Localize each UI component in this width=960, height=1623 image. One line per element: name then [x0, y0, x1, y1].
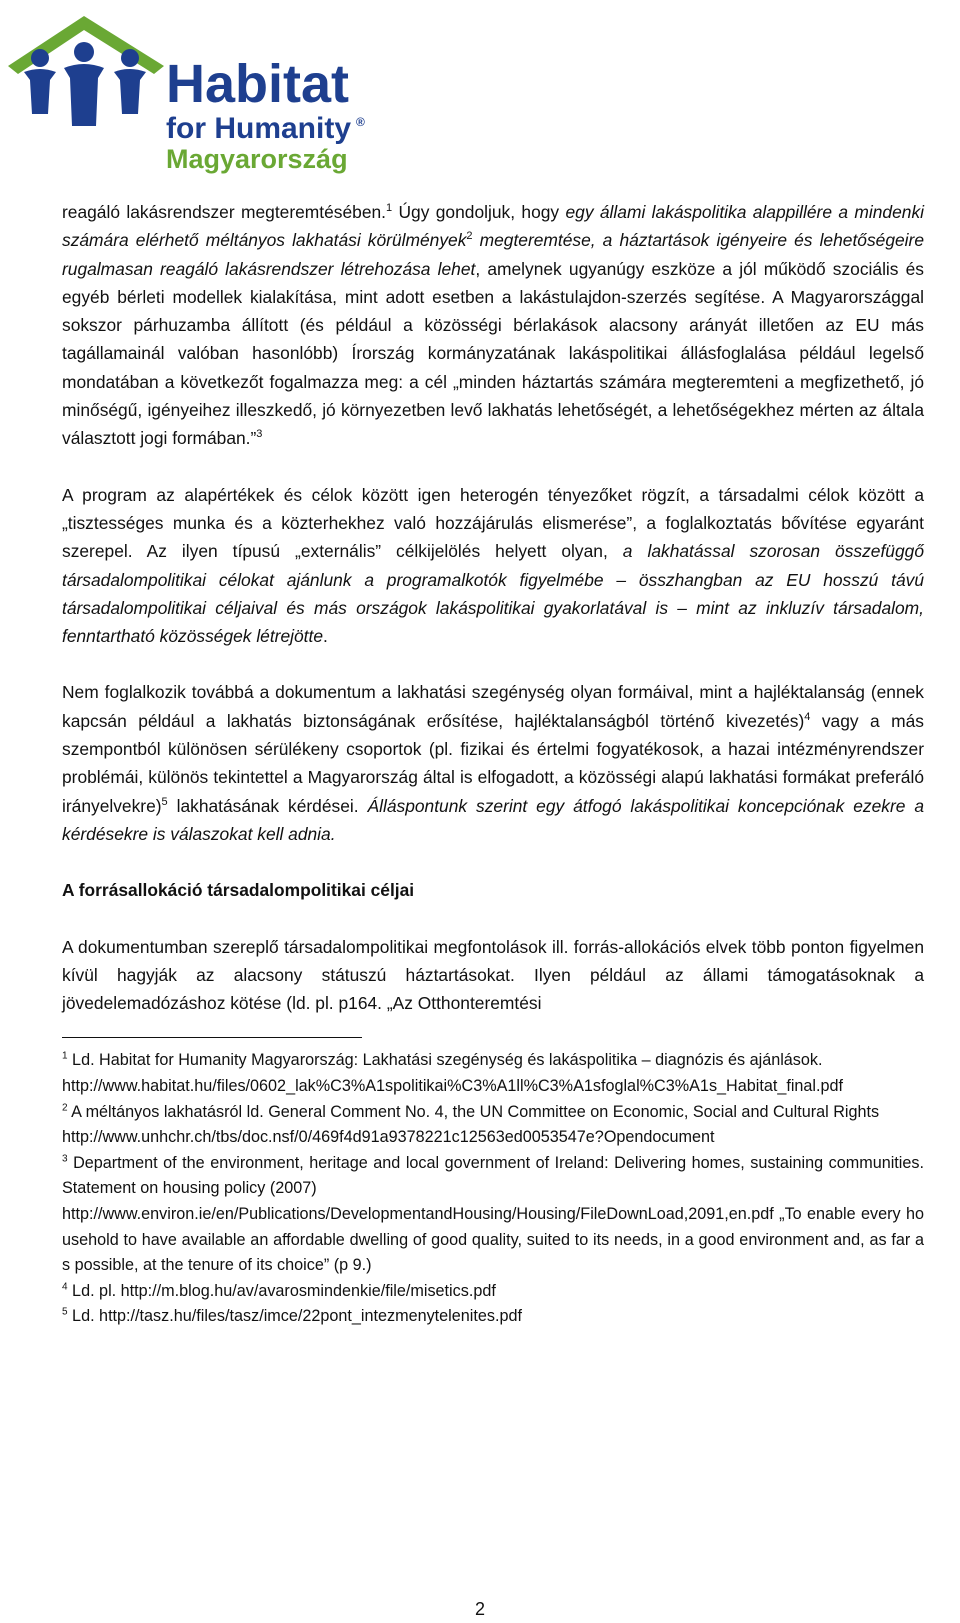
footnote-3-link[interactable]: http://www.environ.ie/en/Publications/DevelopmentandHousing/Housing/FileDownLoad,2091,en.pdf [62, 1204, 774, 1223]
footnote-ref-3: 3 [256, 428, 263, 441]
footnote-5: $^5$ Ld. http://tasz.hu/files/tasz/imce/22pont_intezmenytelenites.pdf [62, 1306, 522, 1326]
paragraph-2: A program az alapértékek és célok között igen heterogén tényezőket rögzít, a társadalmi célok között a „tisztességes munka és a közterhekhez való hozzájárulás elismerése”, a foglalkoztatás bővítése egyaránt szerepel. Az ilyen típusú „externális” célkijelölés helyett olyan, a lakhatással szorosan összefüggő társadalompolitikai célokat ajánlunk a programalkotók figyelmébe – összhangban az EU hosszú távú társadalompolitikai céljaival és más országok lakáspolitikai gyakorlatával is – mint az inkluzív társadalom, fenntartható közösségek létrejötte. [62, 484, 924, 647]
footnote-separator [62, 1037, 362, 1038]
section-heading: A forrásallokáció társadalompolitikai céljai [62, 880, 415, 901]
logo-country: Magyarország [166, 144, 348, 174]
footnote-4: $^4$ Ld. pl. http://m.blog.hu/av/avarosmindenkie/file/misetics.pdf [62, 1281, 496, 1300]
footnote-ref-4: 4 [804, 710, 811, 723]
footnote-2: $^2$ A méltányos lakhatásról ld. General Comment No. 4, the UN Committee on Economic, Social and Cultural Rights http://www.unhchr.ch/tbs/doc.nsf/0/469f4d91a9378221c12563ed0053547e?Opendocument [62, 1102, 880, 1147]
habitat-logo [6, 14, 376, 174]
document-body [62, 198, 924, 1330]
footnote-1-link[interactable]: http://www.habitat.hu/files/0602_lak%C3%A1spolitikai%C3%A1ll%C3%A1sfoglal%C3%A1s_Habitat_final.pdf [62, 1077, 844, 1096]
paragraph-4: A dokumentumban szereplő társadalompolitikai megfontolások ill. forrás-allokációs elvek több ponton figyelmen kívül hagyják az alacsony státuszú háztartásokat. Ilyen például az állami támogatásoknak a jövedelemadózáshoz kötése (ld. pl. p164. „Az Otthonteremtési [62, 936, 924, 1014]
footnote-ref-1: 1 [386, 202, 393, 215]
logo-line2: for Humanity [166, 112, 352, 145]
page-number: 2 [474, 1599, 485, 1619]
habitat-logo-mark [6, 14, 376, 174]
footnote-ref-5: 5 [161, 795, 168, 808]
logo-registered: ® [356, 115, 365, 129]
footnotes [62, 1048, 924, 1330]
paragraph-1: reagáló lakásrendszer megteremtésében.$^1$ Úgy gondoljuk, hogy egy állami lakáspolitika alappillére a mindenki számára elérhető méltányos lakhatási körülmények$^2$ megteremtése, a háztartások igényeire és lehetőségeire rugalmasan reagáló lakásrendszer létrehozása lehet, amelynek ugyanúgy eszköze a jól működő szociális és egyéb bérleti modellek kialakítása, mint adott esetben a lakástulajdon-szerzés segítése. A Magyarországgal sokszor párhuzamba állított (és például a közösségi bérlakások alacsony arányát illetően az EU más tagállamainál valóban hasonlóbb) Írország kormányzatának lakáspolitikai állásfoglalása például legelső mondatában a következőt fogalmazza meg: a cél „minden háztartás számára megteremteni a megfizethető, jó minőségű, igényeihez illeszkedő, jó környezetben levő lakhatás lehetőségét, a lehetőségekhez mérten az általa választott jogi formában.”$^3$ [62, 202, 925, 449]
footnote-2-link[interactable]: http://www.unhchr.ch/tbs/doc.nsf/0/469f4d91a9378221c12563ed0053547e?Opendocument [62, 1128, 715, 1147]
footnote-3: $^3$ Department of the environment, heritage and local government of Ireland: Delivering homes, sustaining communities. Statement on housing policy (2007) http://www.environ.ie/en/Publications/DevelopmentandHousing/Housing/FileDownLoad,2091,en.pdf „To enable every household to have available an affordable dwelling of good quality, suited to its needs, in a good environment and, as far as possible, at the tenure of its choice” (p 9.) [62, 1153, 924, 1275]
footnote-ref-2: 2 [466, 230, 473, 243]
paragraph-3: Nem foglalkozik továbbá a dokumentum a lakhatási szegénység olyan formáival, mint a hajléktalanság (ennek kapcsán például a lakhatás biztonságának erősítése, hajléktalanságból történő kivezetés)$^4$ vagy a más szempontból különösen sérülékeny csoportok (pl. fizikai és értelmi fogyatékosok, a hazai intézményrendszer problémái, különös tekintettel a Magyarország által is elfogadott, a közösségi alapú lakhatási formákat preferáló irányelvekre)$^5$ lakhatásának kérdései. Álláspontunk szerint egy átfogó lakáspolitikai koncepciónak ezekre a kérdésekre is válaszokat kell adnia. [62, 682, 925, 844]
footnote-1: $^1$ Ld. Habitat for Humanity Magyarország: Lakhatási szegénység és lakáspolitika – diagnózis és ajánlások. http://www.habitat.hu/files/0602_lak%C3%A1spolitikai%C3%A1ll%C3%A1sfoglal%C3%A1s_Habitat_final.pdf [62, 1051, 844, 1096]
logo-name: Habitat [166, 54, 350, 114]
